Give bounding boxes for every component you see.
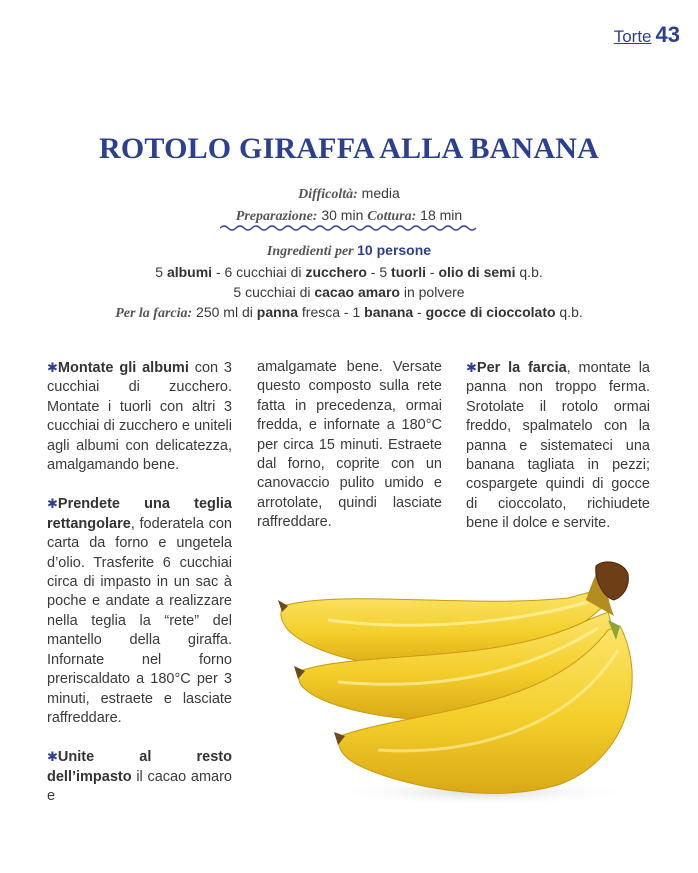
wave-divider <box>220 224 478 232</box>
step-2 <box>47 494 232 728</box>
step-1-text: con 3 cucchiai di zucchero. Montate i tuorli con altri 3 cucchiai di zucchero e uniteli agli albumi con delicatezza, amalgamando bene. <box>47 360 232 474</box>
column-3 <box>466 358 650 553</box>
ingredients-line-3: Per la farcia: 250 ml di panna fresca - 1 banana - gocce di cioccolato q.b. <box>115 304 583 321</box>
recipe-title: ROTOLO GIRAFFA ALLA BANANA <box>99 132 599 165</box>
difficulty-value: media <box>357 185 400 201</box>
ingredients-block <box>0 240 698 324</box>
step-1-heading: Montate gli albumi <box>57 360 189 376</box>
page-number: 43 <box>655 22 680 47</box>
step-1 <box>47 358 232 475</box>
column-2 <box>257 358 442 552</box>
running-head <box>614 22 680 48</box>
cook-value: 18 min <box>416 207 463 223</box>
bullet-star-icon: ✱ <box>466 360 477 375</box>
ingredients-line-1: 5 albumi - 6 cucchiai di zucchero - 5 tuorli - olio di semi q.b. <box>155 264 543 280</box>
step-3-continued: amalgamate bene. Versate questo composto sulla rete fatta in precedenza, ormai fredda, e infornate a 180°C per circa 15 minuti. Estraete dal forno, coprite con un canovaccio pulito umido e arrotolate, quindi lasciate raffreddare. <box>257 359 442 531</box>
column-1 <box>47 358 232 826</box>
step-4 <box>466 358 650 534</box>
prep-value: 30 min <box>317 207 364 223</box>
step-2-heading: Prendete una teglia rettangolare <box>47 496 232 532</box>
step-3-heading: Unite al resto dell’impasto <box>47 749 232 785</box>
recipe-meta <box>0 183 698 227</box>
difficulty-label: Difficoltà: <box>298 187 358 202</box>
cook-label: Cottura: <box>367 209 417 224</box>
step-4-heading: Per la farcia <box>476 360 567 376</box>
step-3 <box>47 747 232 806</box>
servings: 10 persone <box>357 242 432 258</box>
step-2-text: , foderatela con carta da forno e ungetela d’olio. Trasferite 6 cucchiai circa di impasto in un sac à poche e andate a realizzare nella teglia la “rete” del mantello della giraffa. Infornate nel forno preriscaldato a 180°C per 3 minuti, estraete e lasciate raffreddare. <box>47 515 232 726</box>
prep-label: Preparazione: <box>235 209 318 224</box>
ingredients-line-2: 5 cucchiai di cacao amaro in polvere <box>233 284 465 300</box>
bullet-star-icon: ✱ <box>47 496 58 512</box>
banana-bunch-image <box>268 560 648 810</box>
bullet-star-icon: ✱ <box>47 360 58 375</box>
section-name: Torte <box>613 27 652 46</box>
step-4-text: , montate la panna non troppo ferma. Srotolate il rotolo ormai freddo, spalmatelo con la panna e sistemateci una banana tagliata in pezzi; cospargete quindi di gocce di cioccolato, richiudete bene il dolce e servite. <box>466 360 650 532</box>
bullet-star-icon: ✱ <box>47 749 58 765</box>
ingredients-heading: Ingredienti per <box>266 244 358 259</box>
step-3-text: il cacao amaro e <box>47 768 232 805</box>
